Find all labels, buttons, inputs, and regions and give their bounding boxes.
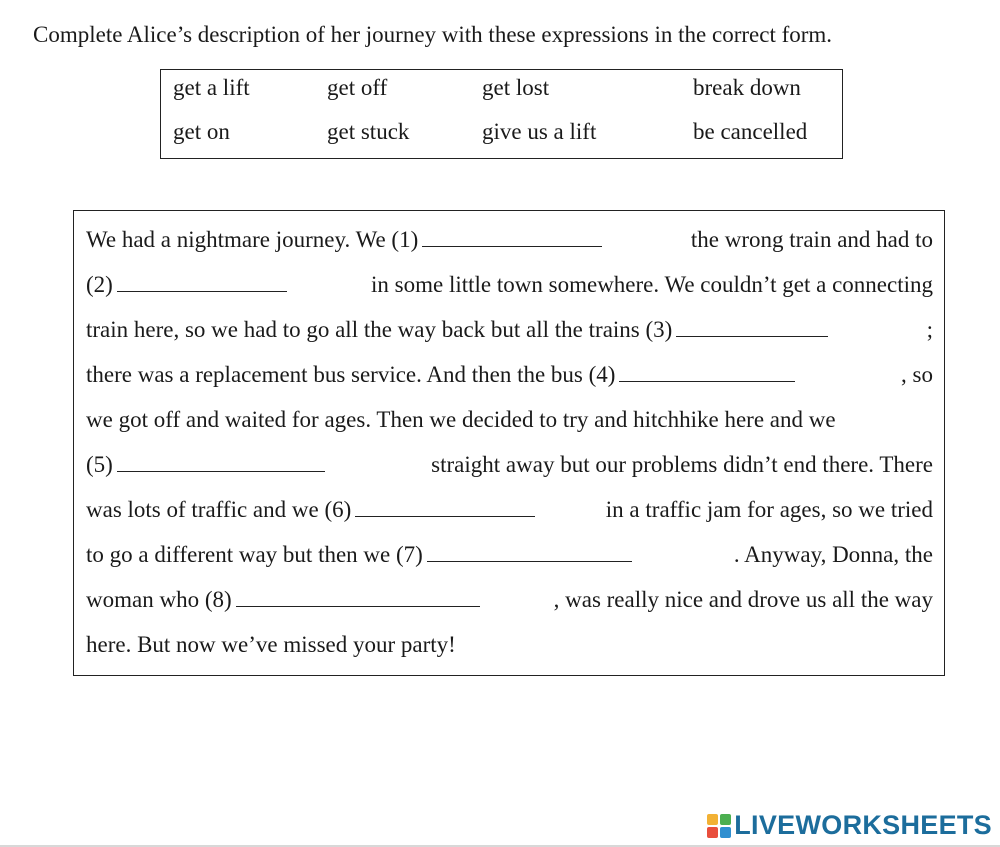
story-line-2 — [86, 272, 933, 298]
story-text: , so — [901, 362, 933, 387]
expression-get-on: get on — [173, 119, 230, 144]
logo-icon — [707, 814, 731, 838]
story-line-5 — [86, 407, 933, 433]
answer-blank-5[interactable] — [117, 453, 325, 472]
answer-blank-8[interactable] — [236, 588, 480, 607]
answer-blank-4[interactable] — [619, 363, 795, 382]
story-text: train here, so we had to go all the way back but all the trains (3) — [86, 317, 673, 342]
answer-blank-6[interactable] — [355, 498, 535, 517]
story-text: . Anyway, Donna, the — [733, 542, 933, 567]
story-text: in a traffic jam for ages, so we tried — [605, 497, 933, 522]
expression-be-cancelled: be cancelled — [693, 119, 808, 144]
story-text: , was really nice and drove us all the way — [553, 587, 933, 612]
story-line-10 — [86, 632, 933, 658]
answer-blank-2[interactable] — [117, 273, 287, 292]
story-text: the wrong train and had to — [690, 227, 933, 252]
expression-get-a-lift: get a lift — [173, 75, 250, 100]
story-line-9 — [86, 587, 933, 613]
answer-blank-7[interactable] — [427, 543, 632, 562]
expression-get-stuck: get stuck — [327, 119, 410, 144]
story-text: woman who (8) — [86, 587, 232, 612]
instruction-text: Complete Alice’s description of her journey with these expressions in the correct form. — [33, 22, 833, 47]
story-text: to go a different way but then we (7) — [86, 542, 423, 567]
expression-get-lost: get lost — [482, 75, 550, 100]
story-text: We had a nightmare journey. We (1) — [86, 227, 419, 252]
expression-give-us-a-lift: give us a lift — [482, 119, 597, 144]
story-line-7 — [86, 497, 933, 523]
story-line-1 — [86, 227, 933, 253]
story-text: here. But now we’ve missed your party! — [86, 632, 456, 657]
story-line-4 — [86, 362, 933, 388]
story-line-3 — [86, 317, 933, 343]
story-text: we got off and waited for ages. Then we decided to try and hitchhike here and we — [86, 407, 836, 432]
answer-blank-1[interactable] — [422, 228, 602, 247]
story-box — [73, 210, 945, 676]
story-text: straight away but our problems didn’t end there. There — [431, 452, 933, 477]
expression-break-down: break down — [693, 75, 801, 100]
story-text: there was a replacement bus service. And then the bus (4) — [86, 362, 616, 387]
story-text: ; — [926, 317, 933, 342]
story-text: was lots of traffic and we (6) — [86, 497, 352, 522]
story-text: (2) — [86, 272, 113, 297]
expressions-box — [160, 69, 843, 159]
story-line-6 — [86, 452, 933, 478]
story-text: (5) — [86, 452, 113, 477]
liveworksheets-logo — [707, 810, 992, 841]
answer-blank-3[interactable] — [676, 318, 828, 337]
expression-get-off: get off — [327, 75, 388, 100]
story-line-8 — [86, 542, 933, 568]
logo-text: LIVEWORKSHEETS — [734, 810, 992, 840]
story-text: in some little town somewhere. We couldn’t get a connecting — [371, 272, 933, 297]
